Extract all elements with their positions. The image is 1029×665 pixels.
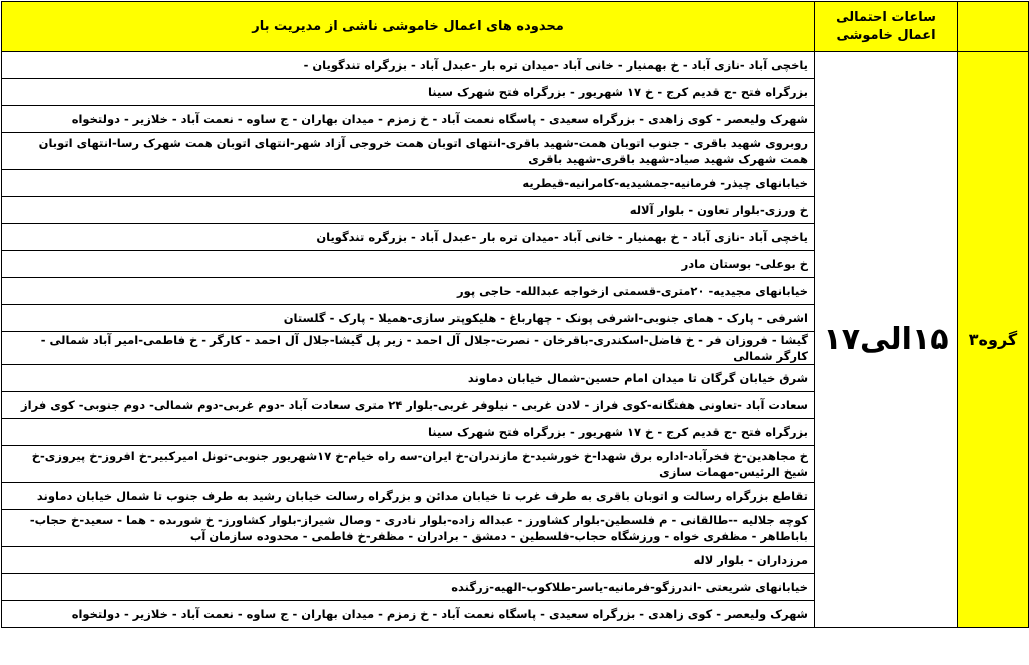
area-cell: روبروی شهید باقری - جنوب اتوبان همت-شهید باقری-انتهای اتوبان همت خروجی آزاد شهر-انتهای اتوبان همت شهرک رسا-انتهای اتوبان همت شهرک شهید صیاد-شهید باقری-شهید باقری	[2, 133, 815, 170]
area-cell: یاخچی آباد -نازی آباد - خ بهمنیار - خانی آباد -میدان تره بار -عبدل آباد - بزرگره تندگویان	[2, 224, 815, 251]
area-cell: شهرک ولیعصر - کوی زاهدی - بزرگراه سعیدی - پاسگاه نعمت آباد - خ زمزم - میدان بهاران - ج ساوه - نعمت آباد - خلازیر - دولتخواه	[2, 106, 815, 133]
area-cell: خیابانهای شریعتی -اندرزگو-فرمانیه-یاسر-طلاکوب-الهیه-زرگنده	[2, 574, 815, 601]
area-cell: بزرگراه فتح -ج قدیم کرج - خ ۱۷ شهریور - بزرگراه فتح شهرک سینا	[2, 419, 815, 446]
area-cell: بزرگراه فتح -ج قدیم کرج - خ ۱۷ شهریور - بزرگراه فتح شهرک سینا	[2, 79, 815, 106]
area-cell: کوچه جلالیه --طالقانی - م فلسطین-بلوار کشاورز - عبداله زاده-بلوار نادری - وصال شیراز-بلوار کشاورز- خ شورىده - هما - سعید-خ حجاب-باباطاهر - مظفری خواه - ورزشگاه حجاب-فلسطین - دمشق - برادران - مظفر-خ فاطمی - محدوده سازمان آب	[2, 510, 815, 547]
group-label: گروه۳	[958, 52, 1029, 628]
header-row	[2, 2, 1029, 52]
area-cell: خیابانهای مجیدیه- ۲۰متری-قسمتی ازخواجه عبدالله- حاجی پور	[2, 278, 815, 305]
area-cell: سعادت آباد -تعاونی هفتگانه-کوی فراز - لادن غربی - نیلوفر غربی-بلوار ۲۴ متری سعادت آباد -دوم غربی-دوم شمالی- دوم جنوبی- کوی فراز	[2, 392, 815, 419]
time-column-header: ساعات احتمالی اعمال خاموشی	[815, 2, 958, 52]
area-cell: خ ورزی-بلوار تعاون - بلوار آلاله	[2, 197, 815, 224]
area-cell: شهرک ولیعصر - کوی زاهدی - بزرگراه سعیدی - پاسگاه نعمت آباد - خ زمزم - میدان بهاران - ج ساوه - نعمت آباد - خلازیر - دولتخواه	[2, 601, 815, 628]
area-column-header: محدوده های اعمال خاموشی ناشی از مدیریت بار	[2, 2, 815, 52]
area-cell: خ مجاهدین-خ فخرآباد-اداره برق شهدا-خ خورشید-خ مازندران-خ ایران-سه راه خیام-خ ۱۷شهریور جنوبی-تونل امیرکبیر-خ افروز-خ پیروزی-خ شیخ الرئیس-مهمات سازی	[2, 446, 815, 483]
area-cell: تقاطع بزرگراه رسالت و اتوبان باقری به طرف غرب تا خیابان مدائن و بزرگراه رسالت خیابان رشید به طرف جنوب تا شمال خیابان دماوند	[2, 483, 815, 510]
area-cell: گیشا - فروزان فر - خ فاضل-اسکندری-باقرخان - نصرت-جلال آل احمد - زیر پل گیشا-جلال آل احمد - کارگر - خ فاطمی-امیر آباد شمالی - کارگر شمالی	[2, 332, 815, 365]
group-column-header	[958, 2, 1029, 52]
area-cell: شرق خیابان گرگان تا میدان امام حسین-شمال خیابان دماوند	[2, 365, 815, 392]
area-cell: یاخچی آباد -نازی آباد - خ بهمنیار - خانی آباد -میدان تره بار -عبدل آباد - بزرگراه تندگویان -	[2, 52, 815, 79]
area-cell: مرزداران - بلوار لاله	[2, 547, 815, 574]
area-cell: خیابانهای چیذر- فرمانیه-جمشیدیه-کامرانیه-قیطریه	[2, 170, 815, 197]
table-row	[2, 52, 1029, 79]
time-range: ۱۵الی۱۷	[815, 52, 958, 628]
area-cell: خ بوعلی- بوستان مادر	[2, 251, 815, 278]
load-management-table	[1, 1, 1029, 628]
area-cell: اشرفی - پارک - همای جنوبی-اشرفی پونک - چهارباغ - هلیکوپتر سازی-همیلا - پارک - گلستان	[2, 305, 815, 332]
